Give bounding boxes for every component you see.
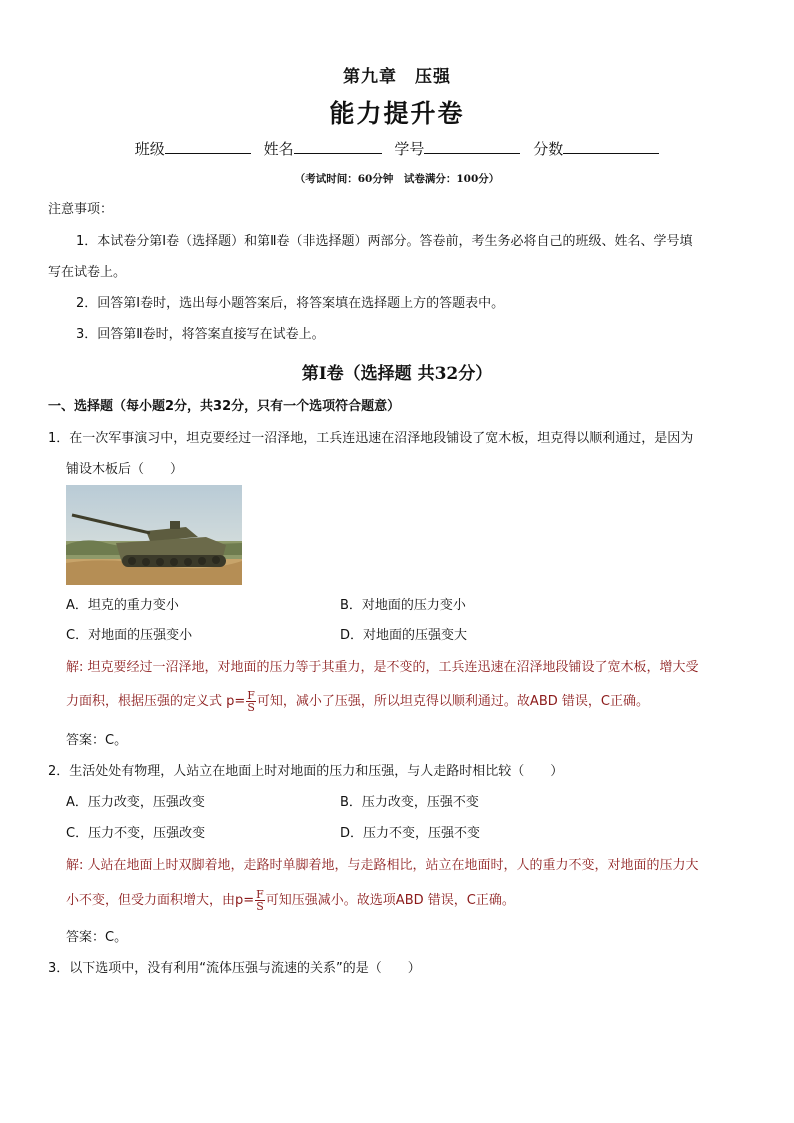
q1-solution-line-2	[66, 690, 649, 713]
formula-numerator: F	[247, 689, 255, 702]
q1-option-b[interactable]: B．对地面的压力变小	[340, 598, 466, 613]
q2-solution-line-2	[66, 889, 515, 912]
q2-stem: 2．生活处处有物理，人站立在地面上时对地面的压力和压强，与人走路时相比较（ ）	[48, 764, 564, 779]
q2-option-d[interactable]: D．压力不变，压强不变	[340, 826, 481, 841]
q3-stem: 3．以下选项中，没有利用“流体压强与流速的关系”的是（ ）	[48, 961, 421, 976]
notice-item-1-line-2: 写在试卷上。	[48, 265, 127, 280]
q2-solution-text-pre: 小不变，但受力面积增大，由p=	[66, 893, 255, 908]
notice-item-1-line-1: 1．本试卷分第Ⅰ卷（选择题）和第Ⅱ卷（非选择题）两部分。答卷前，考生务必将自己的班级、姓名、学号填	[76, 234, 693, 249]
q2-solution-text-post: 可知压强减小。故选项ABD 错误，C正确。	[265, 893, 515, 908]
q1-stem-line-1: 1．在一次军事演习中，坦克要经过一沼泽地，工兵连迅速在沼泽地段铺设了宽木板，坦克得以顺利通过，是因为	[48, 431, 694, 446]
q2-answer: 答案：C。	[66, 930, 128, 945]
q2-option-a[interactable]: A．压力改变，压强改变	[66, 795, 205, 810]
notice-item-3: 3．回答第Ⅱ卷时，将答案直接写在试卷上。	[76, 327, 325, 342]
q1-solution-text-pre: 力面积，根据压强的定义式 p=	[66, 694, 246, 709]
notice-heading: 注意事项：	[48, 202, 114, 217]
exam-time-note: （考试时间：60分钟 试卷满分：100分）	[294, 173, 500, 185]
formula-denominator: S	[247, 701, 255, 714]
class-blank[interactable]	[165, 141, 251, 154]
q1-option-a[interactable]: A．坦克的重力变小	[66, 598, 179, 613]
q1-solution-text-post: 可知，减小了压强，所以坦克得以顺利通过。故ABD 错误，C正确。	[256, 694, 649, 709]
q1-stem-line-2: 铺设木板后（ ）	[66, 462, 184, 477]
score-blank[interactable]	[563, 141, 659, 154]
student-number-blank[interactable]	[424, 141, 520, 154]
q2-solution-line-1: 解: 人站在地面上时双脚着地，走路时单脚着地，与走路相比，站立在地面时，人的重力不变，对地面的压力大	[66, 858, 699, 873]
pressure-formula-fraction	[246, 690, 256, 713]
q1-option-c[interactable]: C．对地面的压强变小	[66, 628, 193, 643]
q1-answer: 答案：C。	[66, 733, 128, 748]
tank-photo	[66, 485, 242, 585]
q1-solution-line-1: 解: 坦克要经过一沼泽地，对地面的压力等于其重力，是不变的，工兵连迅速在沼泽地段铺设了宽木板，增大受	[66, 660, 699, 675]
class-label: 班级	[134, 140, 165, 158]
section-title: 第Ⅰ卷（选择题 共32分）	[301, 364, 493, 384]
pressure-formula-fraction-2	[255, 889, 265, 912]
formula-denominator-2: S	[256, 900, 264, 913]
paper-title: 能力提升卷	[329, 99, 465, 128]
q2-option-b[interactable]: B．压力改变，压强不变	[340, 795, 479, 810]
student-info-line	[0, 138, 794, 159]
name-label: 姓名	[263, 140, 294, 158]
score-label: 分数	[533, 140, 564, 158]
student-number-label: 学号	[394, 140, 425, 158]
formula-numerator-2: F	[256, 888, 264, 901]
q1-option-d[interactable]: D．对地面的压强变大	[340, 628, 468, 643]
part-heading: 一、选择题（每小题2分，共32分，只有一个选项符合题意）	[48, 399, 401, 414]
q2-option-c[interactable]: C．压力不变，压强改变	[66, 826, 206, 841]
name-blank[interactable]	[294, 141, 382, 154]
chapter-title: 第九章 压强	[343, 67, 451, 87]
notice-item-2: 2．回答第Ⅰ卷时，选出每小题答案后，将答案填在选择题上方的答题表中。	[76, 296, 505, 311]
